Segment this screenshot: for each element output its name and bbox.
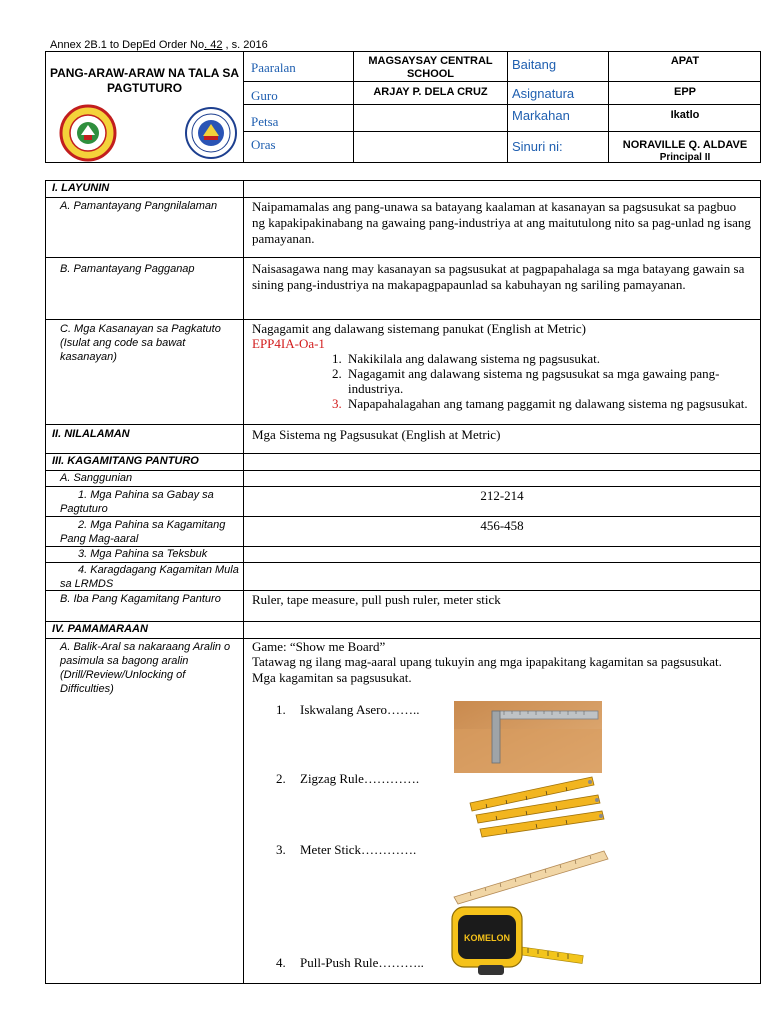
school-seal-icon: [59, 104, 117, 162]
markahan-value: Ikatlo: [670, 109, 700, 121]
list-item: 3. Napapahalagahan ang tamang paggamit ng dalawang sistema ng pagsusukat.: [332, 396, 748, 411]
magaaral-value: 456-458: [480, 518, 524, 533]
tawag-text: Tatawag ng ilang mag-aaral upang tukuyin ang mga ipapakitang kagamitan sa pagsusukat.: [252, 654, 722, 669]
pamantayang-pagganap-label: B. Pamantayang Pagganap: [60, 263, 195, 275]
kasanayan-code: EPP4IA-Oa-1: [252, 336, 325, 351]
tape-measure-image: [448, 903, 584, 981]
deped-seal-icon: [184, 106, 238, 160]
iba-label: B. Iba Pang Kagamitang Panturo: [60, 593, 221, 605]
guro-label: Guro: [251, 88, 278, 103]
lesson-plan-table: [45, 180, 761, 984]
asignatura-value: EPP: [673, 86, 696, 98]
oras-label: Oras: [251, 137, 276, 152]
nilalaman-text: Mga Sistema ng Pagsusukat (English at Metric): [252, 427, 501, 442]
table-row: [46, 454, 760, 471]
baitang-value: APAT: [670, 55, 700, 67]
gabay-value: 212-214: [480, 488, 524, 503]
mga-kagamitan-text: Mga kagamitan sa pagsusukat.: [252, 670, 412, 685]
steel-square-image: [454, 701, 602, 773]
table-row: [46, 181, 760, 198]
list-item: 1. Nakikilala ang dalawang sistema ng pagsusukat.: [332, 351, 600, 366]
tape-brand-label: KOMELON: [464, 933, 510, 943]
table-row: [46, 563, 760, 591]
kasanayan-text: Nagagamit ang dalawang sistemang panukat (English at Metric): [252, 321, 586, 336]
layunin-heading: I. LAYUNIN: [52, 182, 110, 194]
balik-aral-label: A. Balik-Aral sa nakaraang Aralin o pasimula sa bagong aralin (Drill/Review/Unlocking of Difficulties): [60, 641, 231, 695]
markahan-label: Markahan: [512, 108, 570, 123]
table-row: [46, 198, 760, 258]
list-item: 1. Iskwalang Asero……..: [276, 702, 420, 717]
list-item: 4. Pull-Push Rule………..: [276, 955, 424, 970]
lrmds-label: 4. Karagdagang Kagamitan Mula sa LRMDS: [60, 564, 239, 590]
pamantayang-pagganap-text: Naisasagawa nang may kasanayan sa pagsusukat at pagpapahalaga sa mga batayang gawain sa sining pang-industriya na makapagpapaunlad sa kabuhayan ng sariling pamayanan.: [252, 261, 745, 292]
page-title: PANG-ARAW-ARAW NA TALA SA PAGTUTURO: [49, 66, 240, 95]
table-row: [46, 517, 760, 547]
pamantayang-pangnilalaman-text: Naipamamalas ang pang-unawa sa batayang kaalaman at kasanayan sa pagsusukat sa pagbuo ng kapakipakinabang na gawaing pang-industriya at ang maitutulong nito sa pag-unlad ng isang pamayanan.: [252, 199, 751, 246]
sinuri-value: NORAVILLE Q. ALDAVE: [622, 139, 748, 151]
paaralan-label: Paaralan: [251, 60, 296, 75]
kasanayan-list: [244, 351, 760, 411]
nilalaman-heading: II. NILALAMAN: [52, 428, 130, 440]
sinuri-title: Principal II: [659, 152, 711, 163]
baitang-label: Baitang: [512, 57, 557, 72]
table-row: [46, 471, 760, 487]
paaralan-value: MAGSAYSAY CENTRAL SCHOOL: [368, 55, 493, 80]
table-row: [46, 622, 760, 639]
list-item: 2. Zigzag Rule………….: [276, 771, 420, 786]
pamamaraan-heading: IV. PAMAMARAAN: [52, 623, 148, 635]
asignatura-label: Asignatura: [512, 86, 575, 101]
gabay-label: 1. Mga Pahina sa Gabay sa Pagtuturo: [60, 489, 214, 515]
meter-stick-image: [450, 847, 610, 905]
game-title: Game: “Show me Board”: [252, 639, 386, 654]
table-row: [46, 425, 760, 454]
teksbuk-label: 3. Mga Pahina sa Teksbuk: [78, 548, 208, 560]
zigzag-rule-image: [466, 773, 606, 843]
sanggunian-label: A. Sanggunian: [60, 472, 133, 484]
iba-text: Ruler, tape measure, pull push ruler, meter stick: [252, 592, 501, 607]
list-item: 2. Nagagamit ang dalawang sistema ng pagsusukat sa mga gawaing pang-industriya.: [332, 366, 720, 396]
table-row: [46, 320, 760, 425]
magaaral-label: 2. Mga Pahina sa Kagamitang Pang Mag-aaral: [60, 519, 226, 545]
list-item: 3. Meter Stick………….: [276, 842, 417, 857]
kagamitan-heading: III. KAGAMITANG PANTURO: [52, 455, 199, 467]
table-row: [46, 258, 760, 320]
pamantayang-pangnilalaman-label: A. Pamantayang Pangnilalaman: [60, 200, 218, 212]
annex-reference: Annex 2B.1 to DepEd Order No. 42 , s. 2016: [50, 39, 268, 51]
guro-value: ARJAY P. DELA CRUZ: [373, 86, 488, 98]
table-row: [46, 639, 760, 983]
table-row: [46, 487, 760, 517]
sinuri-label: Sinuri ni:: [512, 139, 563, 154]
header-table: [45, 51, 761, 163]
table-row: [46, 591, 760, 622]
table-row: [46, 547, 760, 563]
kasanayan-label: C. Mga Kasanayan sa Pagkatuto (Isulat ang code sa bawat kasanayan): [60, 323, 221, 363]
petsa-label: Petsa: [251, 114, 279, 129]
